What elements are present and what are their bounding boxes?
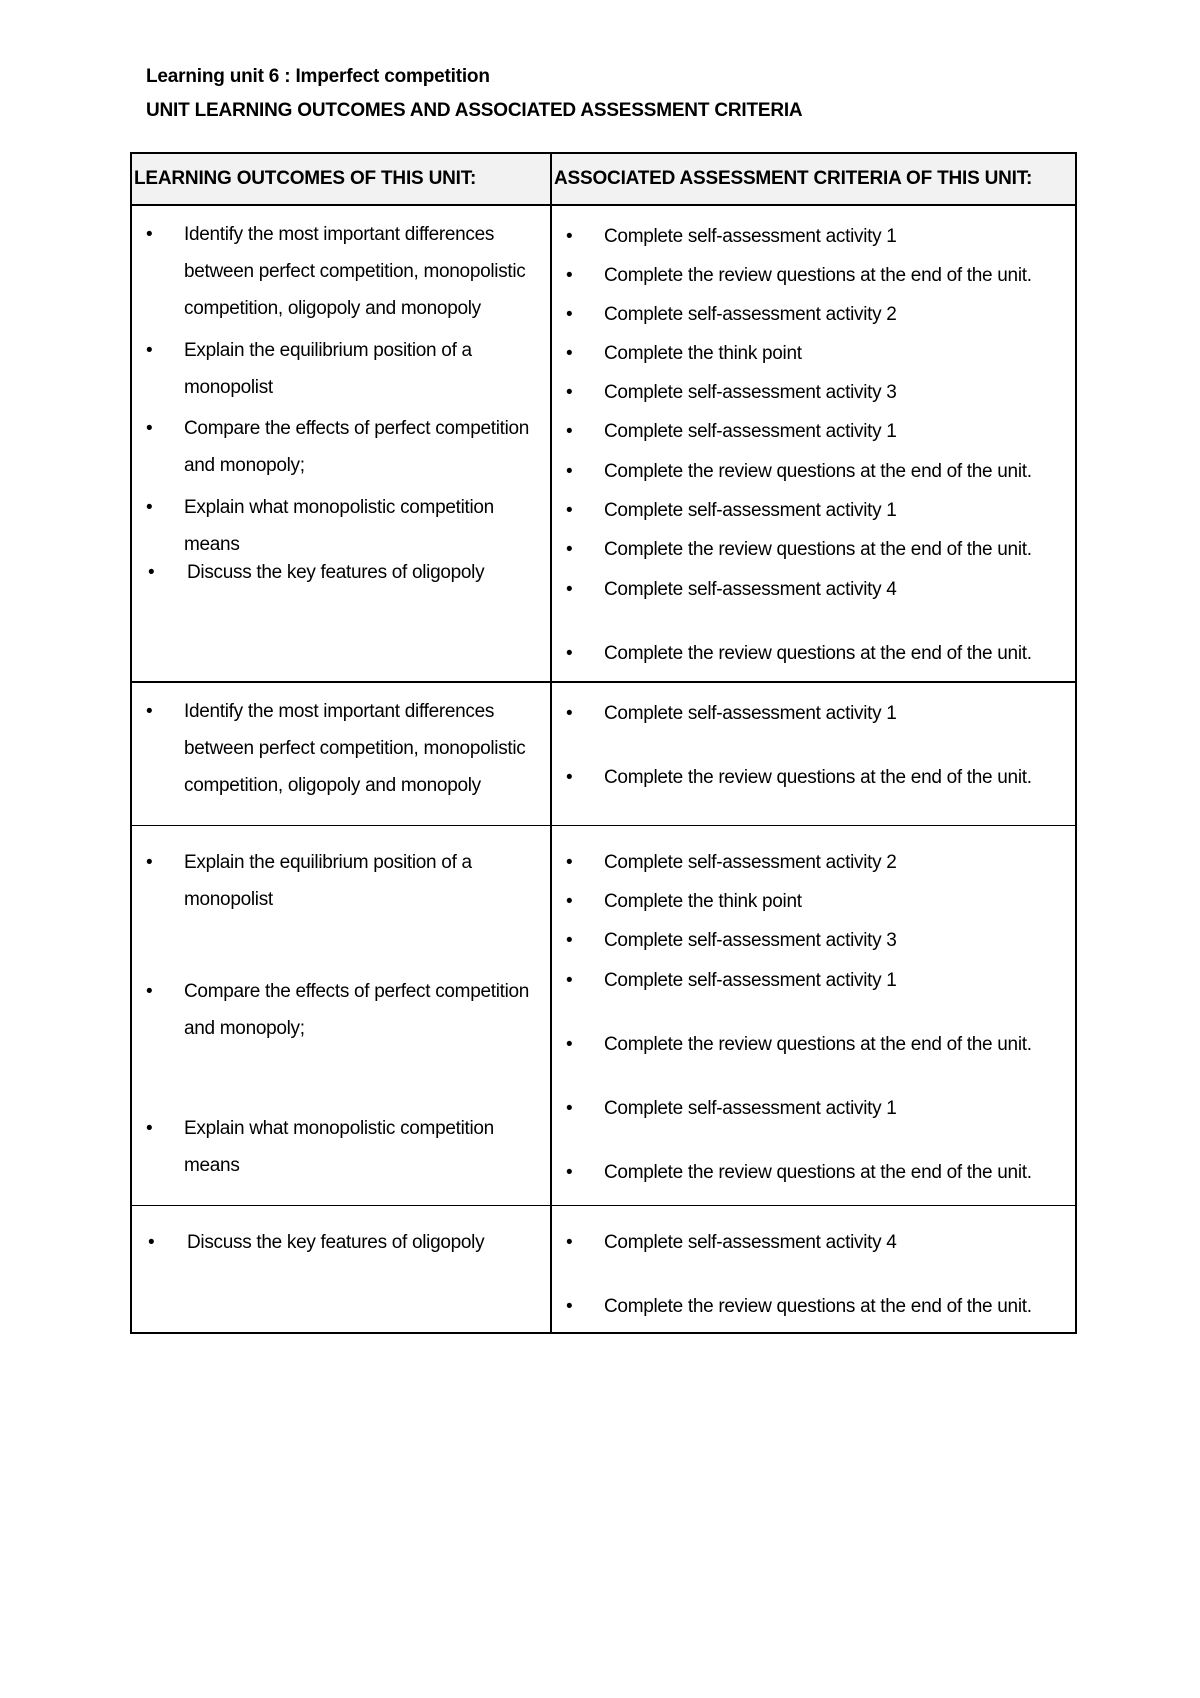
page-subtitle: UNIT LEARNING OUTCOMES AND ASSOCIATED ASSESSMENT CRITERIA: [146, 100, 803, 121]
table-row: [131, 1205, 1076, 1333]
criteria-cell: [551, 1205, 1076, 1333]
criteria-cell: [551, 682, 1076, 825]
outcome-text: Compare the effects of perfect competition: [184, 980, 530, 1002]
criteria-text: Complete self-assessment activity 3: [604, 929, 897, 951]
bullet-icon: •: [146, 1117, 153, 1139]
outcomes-cell: [131, 205, 551, 682]
bullet-icon: •: [566, 539, 573, 560]
criteria-text: Complete the think point: [604, 890, 802, 912]
bullet-icon: •: [566, 500, 573, 521]
outcome-text: and monopoly;: [184, 455, 305, 476]
bullet-icon: •: [566, 226, 573, 247]
bullet-icon: •: [566, 421, 573, 442]
criteria-text: Complete self-assessment activity 1: [604, 969, 897, 991]
bullet-icon: •: [566, 1161, 573, 1183]
criteria-text: Complete the review questions at the end of the unit.: [604, 643, 1032, 664]
criteria-text: Complete self-assessment activity 4: [604, 1231, 897, 1253]
bullet-icon: •: [566, 643, 573, 664]
outcome-text: between perfect competition, monopolistic: [184, 738, 526, 759]
table-row: [131, 682, 1076, 825]
bullet-icon: •: [566, 1295, 573, 1317]
bullet-icon: •: [566, 1231, 573, 1253]
bullet-icon: •: [148, 1231, 155, 1253]
bullet-icon: •: [146, 851, 153, 873]
bullet-icon: •: [566, 304, 573, 325]
outcome-text: Explain the equilibrium position of a: [184, 851, 472, 873]
criteria-text: Complete self-assessment activity 1: [604, 421, 897, 442]
bullet-icon: •: [146, 980, 153, 1002]
bullet-icon: •: [566, 1033, 573, 1055]
outcome-text: monopolist: [184, 888, 273, 910]
criteria-text: Complete self-assessment activity 1: [604, 500, 897, 521]
criteria-text: Complete self-assessment activity 2: [604, 851, 897, 873]
criteria-text: Complete the think point: [604, 343, 802, 364]
outcomes-table: [130, 152, 1077, 1334]
outcome-text: Identify the most important differences: [184, 701, 495, 722]
criteria-text: Complete self-assessment activity 1: [604, 226, 897, 247]
outcome-text: Compare the effects of perfect competition: [184, 418, 530, 439]
bullet-icon: •: [148, 562, 155, 583]
outcome-text: means: [184, 1154, 240, 1176]
criteria-text: Complete self-assessment activity 3: [604, 382, 897, 403]
bullet-icon: •: [566, 382, 573, 403]
table-header-row: [131, 153, 1076, 205]
criteria-text: Complete the review questions at the end of the unit.: [604, 539, 1032, 560]
outcomes-cell: [131, 825, 551, 1205]
bullet-icon: •: [566, 929, 573, 951]
bullet-icon: •: [566, 890, 573, 912]
bullet-icon: •: [146, 418, 153, 439]
criteria-text: Complete the review questions at the end of the unit.: [604, 1033, 1032, 1055]
outcome-text: Explain what monopolistic competition: [184, 497, 494, 518]
outcome-text: between perfect competition, monopolistic: [184, 261, 526, 282]
bullet-icon: •: [146, 340, 153, 361]
outcome-text: competition, oligopoly and monopoly: [184, 775, 481, 796]
criteria-text: Complete self-assessment activity 2: [604, 304, 897, 325]
table-row: [131, 825, 1076, 1205]
bullet-icon: •: [566, 579, 573, 600]
criteria-text: Complete self-assessment activity 1: [604, 1097, 897, 1119]
bullet-icon: •: [566, 265, 573, 286]
header-assessment-criteria: ASSOCIATED ASSESSMENT CRITERIA OF THIS UNIT:: [551, 153, 1076, 205]
bullet-icon: •: [146, 497, 153, 518]
outcomes-cell: [131, 682, 551, 825]
criteria-text: Complete self-assessment activity 4: [604, 579, 897, 600]
outcome-text: Discuss the key features of oligopoly: [187, 562, 485, 583]
criteria-text: Complete the review questions at the end of the unit.: [604, 1295, 1032, 1317]
page-title: Learning unit 6 : Imperfect competition: [146, 66, 490, 87]
bullet-icon: •: [566, 767, 573, 788]
bullet-icon: •: [566, 1097, 573, 1119]
bullet-icon: •: [566, 343, 573, 364]
outcome-text: Identify the most important differences: [184, 224, 495, 245]
bullet-icon: •: [566, 703, 573, 724]
header-learning-outcomes: LEARNING OUTCOMES OF THIS UNIT:: [131, 153, 551, 205]
bullet-icon: •: [566, 461, 573, 482]
criteria-text: Complete the review questions at the end of the unit.: [604, 1161, 1032, 1183]
criteria-text: Complete self-assessment activity 1: [604, 703, 897, 724]
outcomes-cell: [131, 1205, 551, 1333]
outcome-text: and monopoly;: [184, 1017, 305, 1039]
criteria-text: Complete the review questions at the end of the unit.: [604, 767, 1032, 788]
outcome-text: monopolist: [184, 377, 273, 398]
criteria-cell: [551, 825, 1076, 1205]
bullet-icon: •: [146, 224, 153, 245]
bullet-icon: •: [146, 701, 153, 722]
table-row: [131, 205, 1076, 682]
outcome-text: competition, oligopoly and monopoly: [184, 298, 481, 319]
outcome-text: Explain the equilibrium position of a: [184, 340, 472, 361]
outcome-text: Discuss the key features of oligopoly: [187, 1231, 485, 1253]
bullet-icon: •: [566, 851, 573, 873]
outcome-text: means: [184, 534, 240, 555]
outcome-text: Explain what monopolistic competition: [184, 1117, 494, 1139]
criteria-cell: [551, 205, 1076, 682]
bullet-icon: •: [566, 969, 573, 991]
criteria-text: Complete the review questions at the end of the unit.: [604, 461, 1032, 482]
criteria-text: Complete the review questions at the end of the unit.: [604, 265, 1032, 286]
